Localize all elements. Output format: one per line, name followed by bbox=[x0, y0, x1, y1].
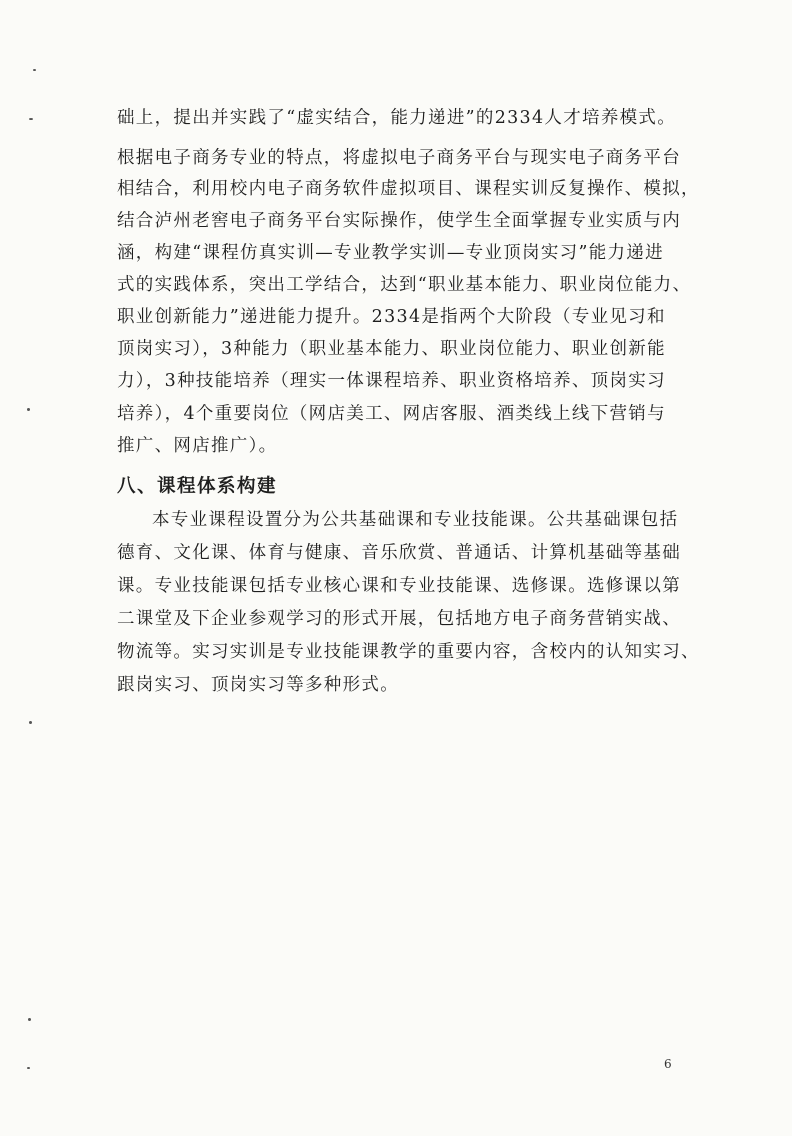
scan-speck bbox=[28, 1018, 31, 1021]
paragraph-line: 涵，构建“课程仿真实训—专业教学实训—专业顶岗实习”能力递进 bbox=[117, 243, 664, 263]
paragraph-line: 物流等。实习实训是专业技能课教学的重要内容，含校内的认知实习、 bbox=[117, 642, 700, 662]
paragraph-line: 本专业课程设置分为公共基础课和专业技能课。公共基础课包括 bbox=[152, 510, 679, 530]
page-number: 6 bbox=[664, 1057, 672, 1071]
section-heading: 八、课程体系构建 bbox=[117, 476, 278, 497]
paragraph-line: 跟岗实习、顶岗实习等多种形式。 bbox=[117, 675, 399, 695]
paragraph-line: 相结合，利用校内电子商务软件虚拟项目、课程实训反复操作、模拟， bbox=[117, 179, 700, 199]
paragraph-line: 式的实践体系，突出工学结合，达到“职业基本能力、职业岗位能力、 bbox=[117, 275, 692, 295]
paragraph-line: 职业创新能力”递进能力提升。2334是指两个大阶段（专业见习和 bbox=[117, 307, 666, 327]
scan-speck bbox=[27, 1067, 30, 1069]
scan-speck bbox=[29, 721, 32, 724]
paragraph-line: 结合泸州老窖电子商务平台实际操作，使学生全面掌握专业实质与内 bbox=[117, 211, 681, 231]
paragraph-line: 二课堂及下企业参观学习的形式开展，包括地方电子商务营销实战、 bbox=[117, 609, 681, 629]
paragraph-line: 顶岗实习），3种能力（职业基本能力、职业岗位能力、职业创新能 bbox=[117, 339, 666, 359]
scan-speck bbox=[33, 69, 36, 71]
paragraph-line: 课。专业技能课包括专业核心课和专业技能课、选修课。选修课以第 bbox=[117, 576, 681, 596]
paragraph-line: 根据电子商务专业的特点，将虚拟电子商务平台与现实电子商务平台 bbox=[117, 148, 681, 168]
paragraph-line: 推广、网店推广）。 bbox=[117, 436, 278, 456]
scan-speck bbox=[27, 408, 30, 411]
scan-speck bbox=[29, 118, 33, 120]
paragraph-line: 础上，提出并实践了“虚实结合，能力递进”的2334人才培养模式。 bbox=[117, 108, 677, 128]
paragraph-line: 德育、文化课、体育与健康、音乐欣赏、普通话、计算机基础等基础 bbox=[117, 543, 681, 563]
paragraph-line: 培养），4个重要岗位（网店美工、网店客服、酒类线上线下营销与 bbox=[117, 404, 666, 424]
paragraph-line: 力），3种技能培养（理实一体课程培养、职业资格培养、顶岗实习 bbox=[117, 371, 666, 391]
